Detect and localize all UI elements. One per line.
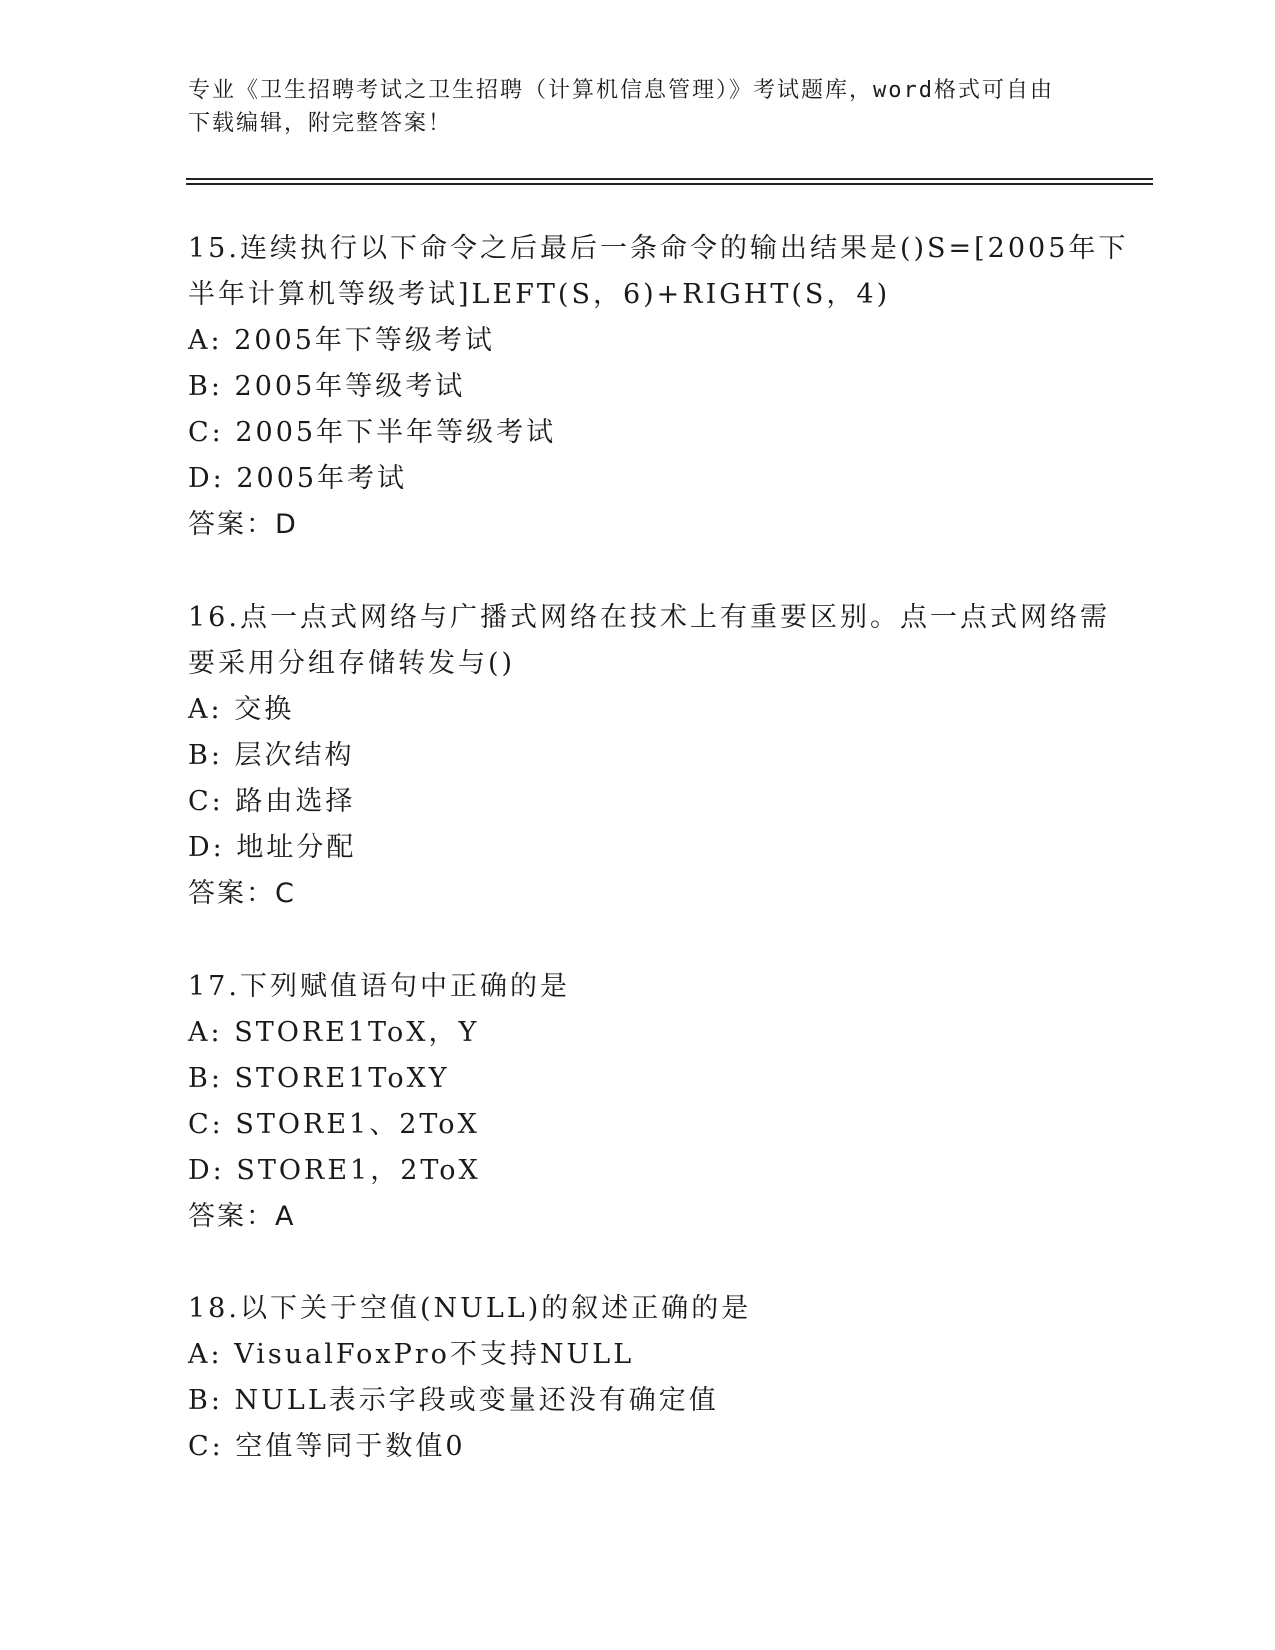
answer-line <box>188 871 1088 917</box>
option-text: 2005年等级考试 <box>234 371 466 402</box>
option-text: 地址分配 <box>236 832 357 863</box>
option-text: VisualFoxPro不支持NULL <box>234 1339 635 1370</box>
option-text: 2005年下等级考试 <box>234 325 495 356</box>
option-a <box>188 318 1088 364</box>
option-b <box>188 364 1088 410</box>
question-stem-line: 半年计算机等级考试]LEFT(S，6)+RIGHT(S，4) <box>188 279 891 310</box>
option-label: B: <box>188 1385 223 1416</box>
option-label: B: <box>188 1063 223 1094</box>
option-a <box>188 1332 1088 1378</box>
option-text: 层次结构 <box>234 740 355 771</box>
option-text: NULL表示字段或变量还没有确定值 <box>234 1385 719 1416</box>
option-text: STORE1、2ToX <box>235 1109 480 1140</box>
option-label: A: <box>188 694 223 725</box>
answer-value: D <box>275 509 298 540</box>
answer-line <box>188 502 1088 548</box>
option-label: C: <box>188 1431 224 1462</box>
answer-line <box>188 1194 1088 1240</box>
header-rule-top <box>186 178 1153 180</box>
answer-value: C <box>275 878 296 909</box>
answer-value: A <box>275 1201 296 1232</box>
answer-label: 答案： <box>188 1201 275 1232</box>
option-text: STORE1ToX，Y <box>234 1017 480 1048</box>
question-stem-line: 15.连续执行以下命令之后最后一条命令的输出结果是()S=[2005年下 <box>188 233 1129 264</box>
option-label: B: <box>188 740 223 771</box>
option-d <box>188 825 1088 871</box>
option-label: A: <box>188 1017 223 1048</box>
option-label: C: <box>188 786 224 817</box>
option-text: 2005年下半年等级考试 <box>235 417 557 448</box>
option-label: B: <box>188 371 223 402</box>
answer-label: 答案： <box>188 878 275 909</box>
answer-label: 答案： <box>188 509 275 540</box>
option-label: D: <box>188 463 225 494</box>
question-stem-line: 要采用分组存储转发与() <box>188 648 516 679</box>
option-c <box>188 1424 1088 1470</box>
question-15 <box>188 226 1129 548</box>
option-text: 空值等同于数值0 <box>235 1431 466 1462</box>
option-label: D: <box>188 832 225 863</box>
option-label: D: <box>188 1155 225 1186</box>
question-16 <box>188 595 1110 917</box>
header-rule-bottom <box>186 183 1153 185</box>
question-stem-line: 18.以下关于空值(NULL)的叙述正确的是 <box>188 1293 752 1324</box>
option-text: STORE1，2ToX <box>236 1155 481 1186</box>
option-c <box>188 410 1088 456</box>
option-label: A: <box>188 325 223 356</box>
option-label: A: <box>188 1339 223 1370</box>
option-text: 2005年考试 <box>236 463 408 494</box>
option-b <box>188 733 1088 779</box>
option-c <box>188 1102 1088 1148</box>
option-a <box>188 687 1088 733</box>
question-stem-line: 16.点一点式网络与广播式网络在技术上有重要区别。点一点式网络需 <box>188 602 1110 633</box>
option-label: C: <box>188 417 224 448</box>
option-text: 交换 <box>234 694 295 725</box>
option-d <box>188 1148 1088 1194</box>
question-stem-line: 17.下列赋值语句中正确的是 <box>188 971 570 1002</box>
question-17 <box>188 964 1088 1240</box>
option-d <box>188 456 1088 502</box>
option-label: C: <box>188 1109 224 1140</box>
option-c <box>188 779 1088 825</box>
option-text: 路由选择 <box>235 786 356 817</box>
question-18 <box>188 1286 1088 1470</box>
option-b <box>188 1056 1088 1102</box>
option-b <box>188 1378 1088 1424</box>
option-text: STORE1ToXY <box>234 1063 450 1094</box>
option-a <box>188 1010 1088 1056</box>
document-header: 专业《卫生招聘考试之卫生招聘（计算机信息管理）》考试题库，word格式可自由下载编辑，附完整答案！ <box>188 78 1054 136</box>
